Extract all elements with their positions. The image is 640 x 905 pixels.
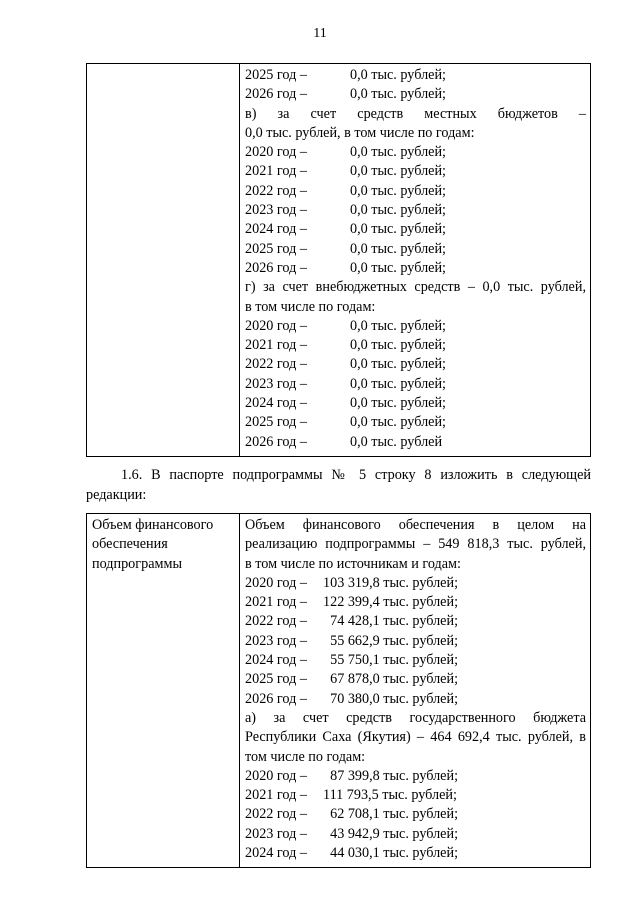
year-line — [245, 182, 586, 201]
year-value: 74 428,1 тыс. рублей; — [330, 613, 459, 630]
label-line: обеспечения — [92, 536, 168, 553]
year-value: 0,0 тыс. рублей; — [350, 337, 446, 354]
year-label: 2023 год – — [245, 825, 307, 842]
paragraph-line: 1.6. В паспорте подпрограммы № 5 строку 8 изложить в следующей — [121, 467, 591, 483]
table-row — [87, 514, 591, 868]
year-line — [245, 143, 586, 162]
year-label: 2024 год – — [245, 652, 307, 669]
year-line — [245, 201, 586, 220]
table-cell-label — [87, 514, 240, 868]
year-value: 0,0 тыс. рублей; — [350, 163, 446, 180]
year-label: 2024 год – — [245, 221, 307, 238]
year-label: 2020 год – — [245, 144, 307, 161]
year-value: 0,0 тыс. рублей; — [350, 240, 446, 257]
year-label: 2025 год – — [245, 414, 307, 431]
year-value: 67 878,0 тыс. рублей; — [330, 671, 459, 688]
year-label: 2023 год – — [245, 202, 307, 219]
year-line — [245, 413, 586, 432]
year-label: 2026 год – — [245, 259, 307, 276]
year-line — [245, 66, 586, 85]
amendment-paragraph — [86, 465, 591, 505]
intro-line: реализацию подпрограммы – 549 818,3 тыс. рублей, — [245, 536, 586, 553]
year-value: 44 030,1 тыс. рублей; — [330, 845, 459, 862]
year-value: 0,0 тыс. рублей; — [350, 202, 446, 219]
year-label: 2024 год – — [245, 845, 307, 862]
year-value: 0,0 тыс. рублей; — [350, 317, 446, 334]
year-label: 2022 год – — [245, 356, 307, 373]
year-value: 0,0 тыс. рублей — [350, 433, 443, 450]
section-g-heading: г) за счет внебюджетных средств – 0,0 тыс. рублей, — [245, 279, 586, 296]
section-v-heading: в) за счет средств местных бюджетов – — [245, 105, 586, 122]
year-value: 0,0 тыс. рублей; — [350, 414, 446, 431]
section-v-subheading: 0,0 тыс. рублей, в том числе по годам: — [245, 124, 475, 141]
year-label: 2020 год – — [245, 317, 307, 334]
year-label: 2025 год – — [245, 240, 307, 257]
year-line — [245, 632, 586, 651]
year-line — [245, 336, 586, 355]
year-label: 2020 год – — [245, 767, 307, 784]
year-line — [245, 375, 586, 394]
table-cell-content — [240, 64, 591, 457]
intro-line: Объем финансового обеспечения в целом на — [245, 517, 586, 533]
year-label: 2021 год – — [245, 163, 307, 180]
year-value: 55 750,1 тыс. рублей; — [330, 652, 459, 669]
section-a-heading: Республики Саха (Якутия) – 464 692,4 тыс. рублей, в — [245, 729, 586, 746]
year-line — [245, 651, 586, 670]
year-line — [245, 574, 586, 593]
year-label: 2023 год – — [245, 632, 307, 649]
year-line — [245, 433, 586, 452]
year-value: 103 319,8 тыс. рублей; — [323, 574, 459, 591]
year-label: 2026 год – — [245, 86, 307, 103]
year-line — [245, 670, 586, 689]
year-label: 2021 год – — [245, 337, 307, 354]
year-label: 2026 год – — [245, 690, 307, 707]
financing-table-subprogram-5 — [86, 513, 591, 868]
year-line — [245, 844, 586, 863]
year-label: 2023 год – — [245, 375, 307, 392]
year-line — [245, 612, 586, 631]
year-value: 0,0 тыс. рублей; — [350, 182, 446, 199]
table-cell-label-empty — [87, 64, 240, 457]
year-line — [245, 85, 586, 104]
year-line — [245, 825, 586, 844]
section-g-subheading: в том числе по годам: — [245, 298, 376, 315]
year-line — [245, 220, 586, 239]
page-number: 11 — [313, 26, 327, 41]
year-label: 2021 год – — [245, 594, 307, 611]
year-value: 0,0 тыс. рублей; — [350, 144, 446, 161]
year-value: 0,0 тыс. рублей; — [350, 375, 446, 392]
year-label: 2025 год – — [245, 67, 307, 83]
label-line: Объем финансового — [92, 517, 214, 533]
year-line — [245, 593, 586, 612]
year-line — [245, 162, 586, 181]
year-value: 0,0 тыс. рублей; — [350, 395, 446, 412]
year-value: 87 399,8 тыс. рублей; — [330, 767, 459, 784]
year-value: 43 942,9 тыс. рублей; — [330, 825, 459, 842]
year-value: 122 399,4 тыс. рублей; — [323, 594, 459, 611]
year-value: 62 708,1 тыс. рублей; — [330, 806, 459, 823]
year-line — [245, 805, 586, 824]
year-label: 2026 год – — [245, 433, 307, 450]
table-cell-content — [240, 514, 591, 868]
section-a-subheading: том числе по годам: — [245, 748, 366, 765]
paragraph-line: редакции: — [86, 487, 147, 503]
year-value: 0,0 тыс. рублей; — [350, 259, 446, 276]
year-label: 2025 год – — [245, 671, 307, 688]
year-value: 0,0 тыс. рублей; — [350, 221, 446, 238]
year-line — [245, 317, 586, 336]
intro-line: в том числе по источникам и годам: — [245, 555, 461, 572]
year-label: 2021 год – — [245, 787, 307, 804]
year-line — [245, 690, 586, 709]
year-line — [245, 355, 586, 374]
year-line — [245, 240, 586, 259]
year-label: 2022 год – — [245, 613, 307, 630]
year-value: 70 380,0 тыс. рублей; — [330, 690, 459, 707]
year-value: 55 662,9 тыс. рублей; — [330, 632, 459, 649]
year-line — [245, 786, 586, 805]
section-a-heading: а) за счет средств государственного бюджета — [245, 709, 586, 726]
year-value: 0,0 тыс. рублей; — [350, 86, 446, 103]
label-line: подпрограммы — [92, 555, 182, 572]
year-label: 2022 год – — [245, 182, 307, 199]
table-row — [87, 64, 591, 457]
year-value: 111 793,5 тыс. рублей; — [323, 787, 457, 804]
financing-table-continued — [86, 63, 591, 457]
year-line — [245, 394, 586, 413]
year-label: 2020 год – — [245, 574, 307, 591]
year-label: 2024 год – — [245, 395, 307, 412]
year-line — [245, 767, 586, 786]
year-value: 0,0 тыс. рублей; — [350, 356, 446, 373]
year-label: 2022 год – — [245, 806, 307, 823]
year-value: 0,0 тыс. рублей; — [350, 67, 446, 83]
year-line — [245, 259, 586, 278]
